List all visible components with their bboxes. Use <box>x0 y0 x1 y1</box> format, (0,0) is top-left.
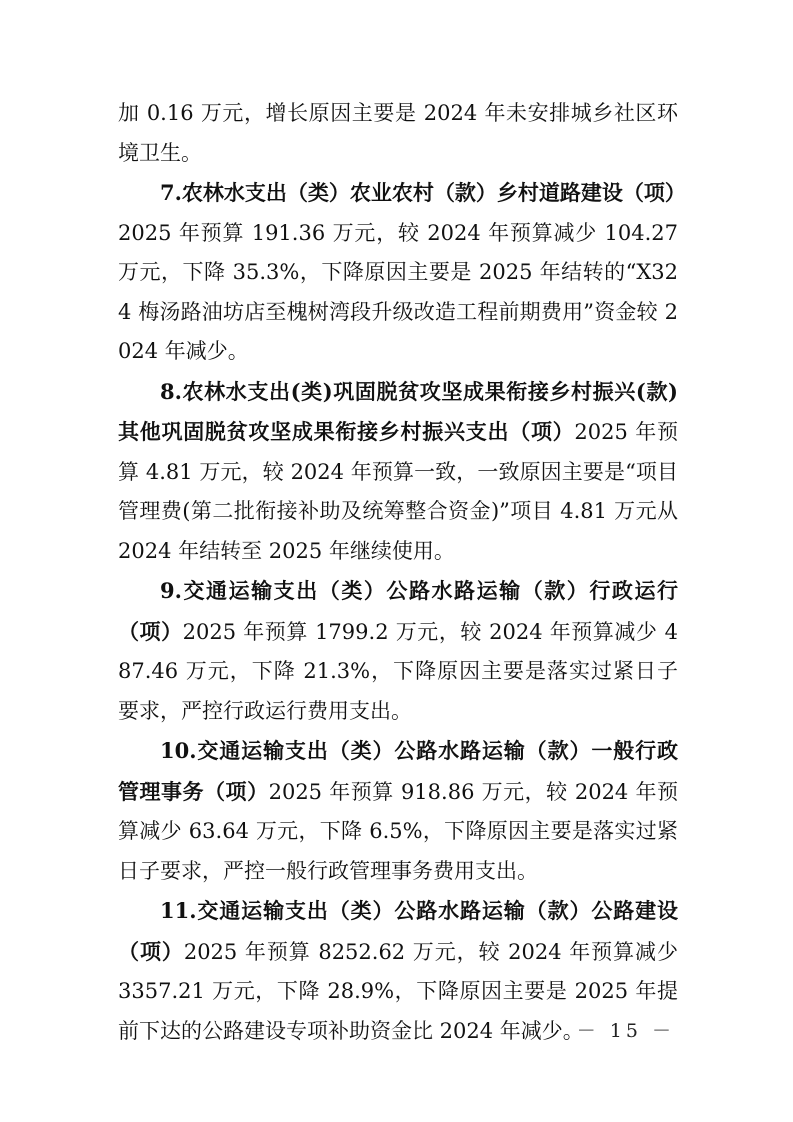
paragraph-heading: 8.农林水支出(类)巩固脱贫攻坚成果衔接乡村振兴(款)其他巩固脱贫攻坚成果衔接乡村振兴支出（项） <box>118 378 678 444</box>
paragraph-body: 2025 年预算 1799.2 万元，较 2024 年预算减少 487.46 万元，下降 21.3%，下降原因主要是落实过紧日子要求，严控行政运行费用支出。 <box>118 619 679 723</box>
paragraph-continuation <box>118 94 678 173</box>
paragraph-item-10 <box>118 731 678 891</box>
page-number: － 15 － <box>576 1020 675 1042</box>
paragraph-heading: 11.交通运输支出（类）公路水路运输（款）公路建设（项） <box>118 898 678 964</box>
paragraph-body: 2025 年预算 8252.62 万元，较 2024 年预算减少 3357.21 万元，下降 28.9%，下降原因主要是 2025 年提前下达的公路建设专项补助资金比 2024 年减少。 <box>118 939 678 1043</box>
paragraph-item-7 <box>118 173 686 372</box>
paragraph-body: 2025 年预算 4.81 万元，较 2024 年预算一致，一致原因主要是“项目管理费(第二批衔接补助及统筹整合资金)”项目 4.81 万元从 2024 年结转至 2025 年继续使用。 <box>118 420 678 563</box>
paragraph-heading: 9.交通运输支出（类）公路水路运输（款）行政运行（项） <box>118 578 678 644</box>
paragraph-item-8 <box>118 372 678 572</box>
paragraph-heading: 7.农林水支出（类）农业农村（款）乡村道路建设（项） <box>160 180 686 205</box>
paragraph-item-9 <box>118 571 678 731</box>
paragraph-body: 2025 年预算 918.86 万元，较 2024 年预算减少 63.64 万元，下降 6.5%，下降原因主要是落实过紧日子要求，严控一般行政管理事务费用支出。 <box>118 779 678 883</box>
paragraph-body: 2025 年预算 191.36 万元，较 2024 年预算减少 104.27 万元，下降 35.3%，下降原因主要是 2025 年结转的“X324 梅汤路油坊店至槐树湾段升级改造工程前期费用”资金较 2024 年减少。 <box>118 220 678 363</box>
paragraph-heading: 10.交通运输支出（类）公路水路运输（款）一般行政管理事务（项） <box>118 738 678 804</box>
paragraph-body: 加 0.16 万元，增长原因主要是 2024 年未安排城乡社区环境卫生。 <box>118 101 678 165</box>
document-body <box>118 94 686 1051</box>
